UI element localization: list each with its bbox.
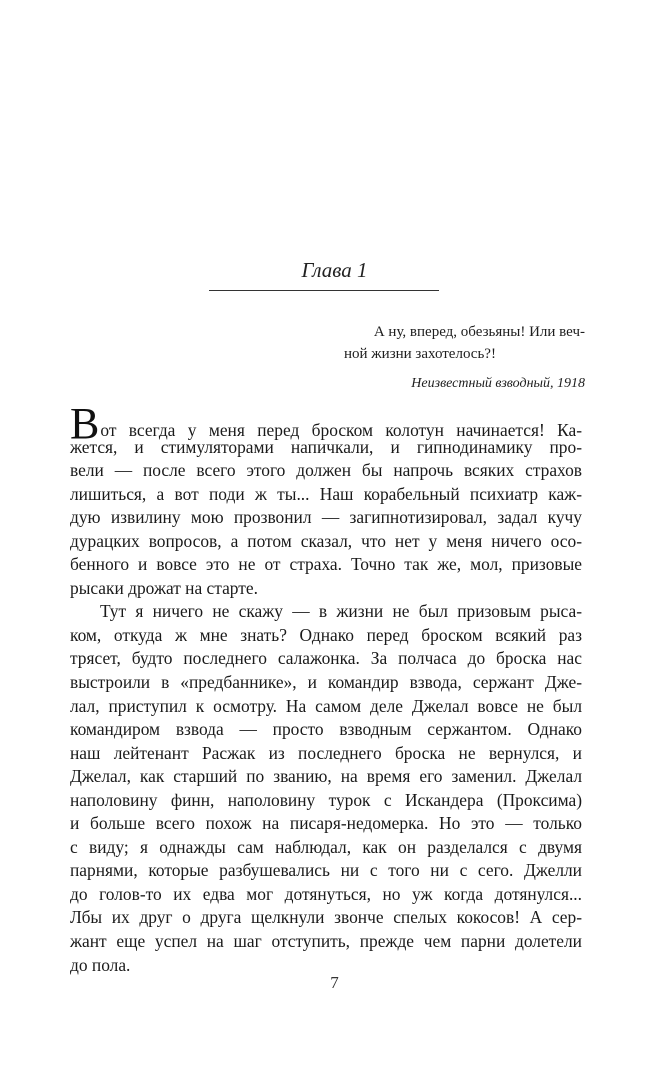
paragraph: [70, 399, 582, 600]
text-line: дую извилину мою прозвонил — загипнотизировал, задал кучу: [70, 507, 582, 528]
text-line: выстроили в «предбаннике», и командир взвода, сержант Дже-: [70, 672, 582, 693]
text-line: парнями, которые разбушевались ни с того ни с сего. Джелли: [70, 860, 582, 881]
text-line: трясет, будто последнего салажонка. За полчаса до броска нас: [70, 648, 582, 669]
drop-cap: В: [70, 399, 100, 448]
text-line: лишиться, а вот поди ж ты... Наш корабельный психиатр каж-: [70, 483, 582, 504]
epigraph: [340, 321, 585, 395]
epigraph-line: ной жизни захотелось?!: [344, 346, 496, 362]
text-line: вели — после всего этого должен бы напрочь всяких страхов: [70, 460, 582, 481]
text-line: Лбы их друг о друга щелкнули звонче спелых кокосов! А сер-: [70, 907, 582, 928]
text-line: ком, откуда ж мне знать? Однако перед броском всякий раз: [70, 624, 582, 645]
epigraph-attribution: Неизвестный взводный, 1918: [411, 376, 585, 391]
text-line-rest: от всегда у меня перед броском колотун начинается! Ка-: [100, 420, 582, 440]
chapter-title: Глава 1: [301, 258, 368, 282]
text-line: и больше всего похож на писаря-недомерка. Но это — только: [70, 813, 582, 834]
chapter-divider: [209, 290, 439, 291]
page-number: 7: [330, 973, 339, 992]
text-line: дурацких вопросов, а потом сказал, что нет у меня ничего осо-: [70, 530, 582, 551]
text-line: с виду; я однажды сам наблюдал, как он разделался с двумя: [70, 836, 582, 857]
text-line: бенного и вовсе это не от страха. Точно так же, мол, призовые: [70, 554, 582, 575]
text-line: Джелал, как старший по званию, на время его заменил. Джелал: [70, 766, 582, 787]
text-line: лал, приступил к осмотру. На самом деле Джелал вовсе не был: [70, 695, 582, 716]
text-line: наш лейтенант Расжак из последнего броска не вернулся, и: [70, 742, 582, 763]
text-line: до пола.: [70, 954, 131, 975]
text-line: командиром взвода — просто взводным сержантом. Однако: [70, 719, 582, 740]
text-line: Тут я ничего не скажу — в жизни не был призовым рыса-: [100, 601, 582, 622]
text-line: рысаки дрожат на старте.: [70, 577, 258, 598]
text-line: до голов-то их едва мог дотянуться, но уж когда дотянулся...: [70, 883, 582, 904]
paragraph: [70, 600, 582, 977]
text-line: жется, и стимуляторами напичкали, и гипнодинамику про-: [70, 436, 582, 457]
text-line: жант еще успел на шаг отступить, прежде чем парни долетели: [70, 931, 582, 952]
text-line: наполовину финн, наполовину турок с Искандера (Проксима): [70, 789, 582, 810]
chapter-body: [70, 399, 582, 977]
epigraph-line: А ну, вперед, обезьяны! Или веч-: [373, 324, 585, 340]
